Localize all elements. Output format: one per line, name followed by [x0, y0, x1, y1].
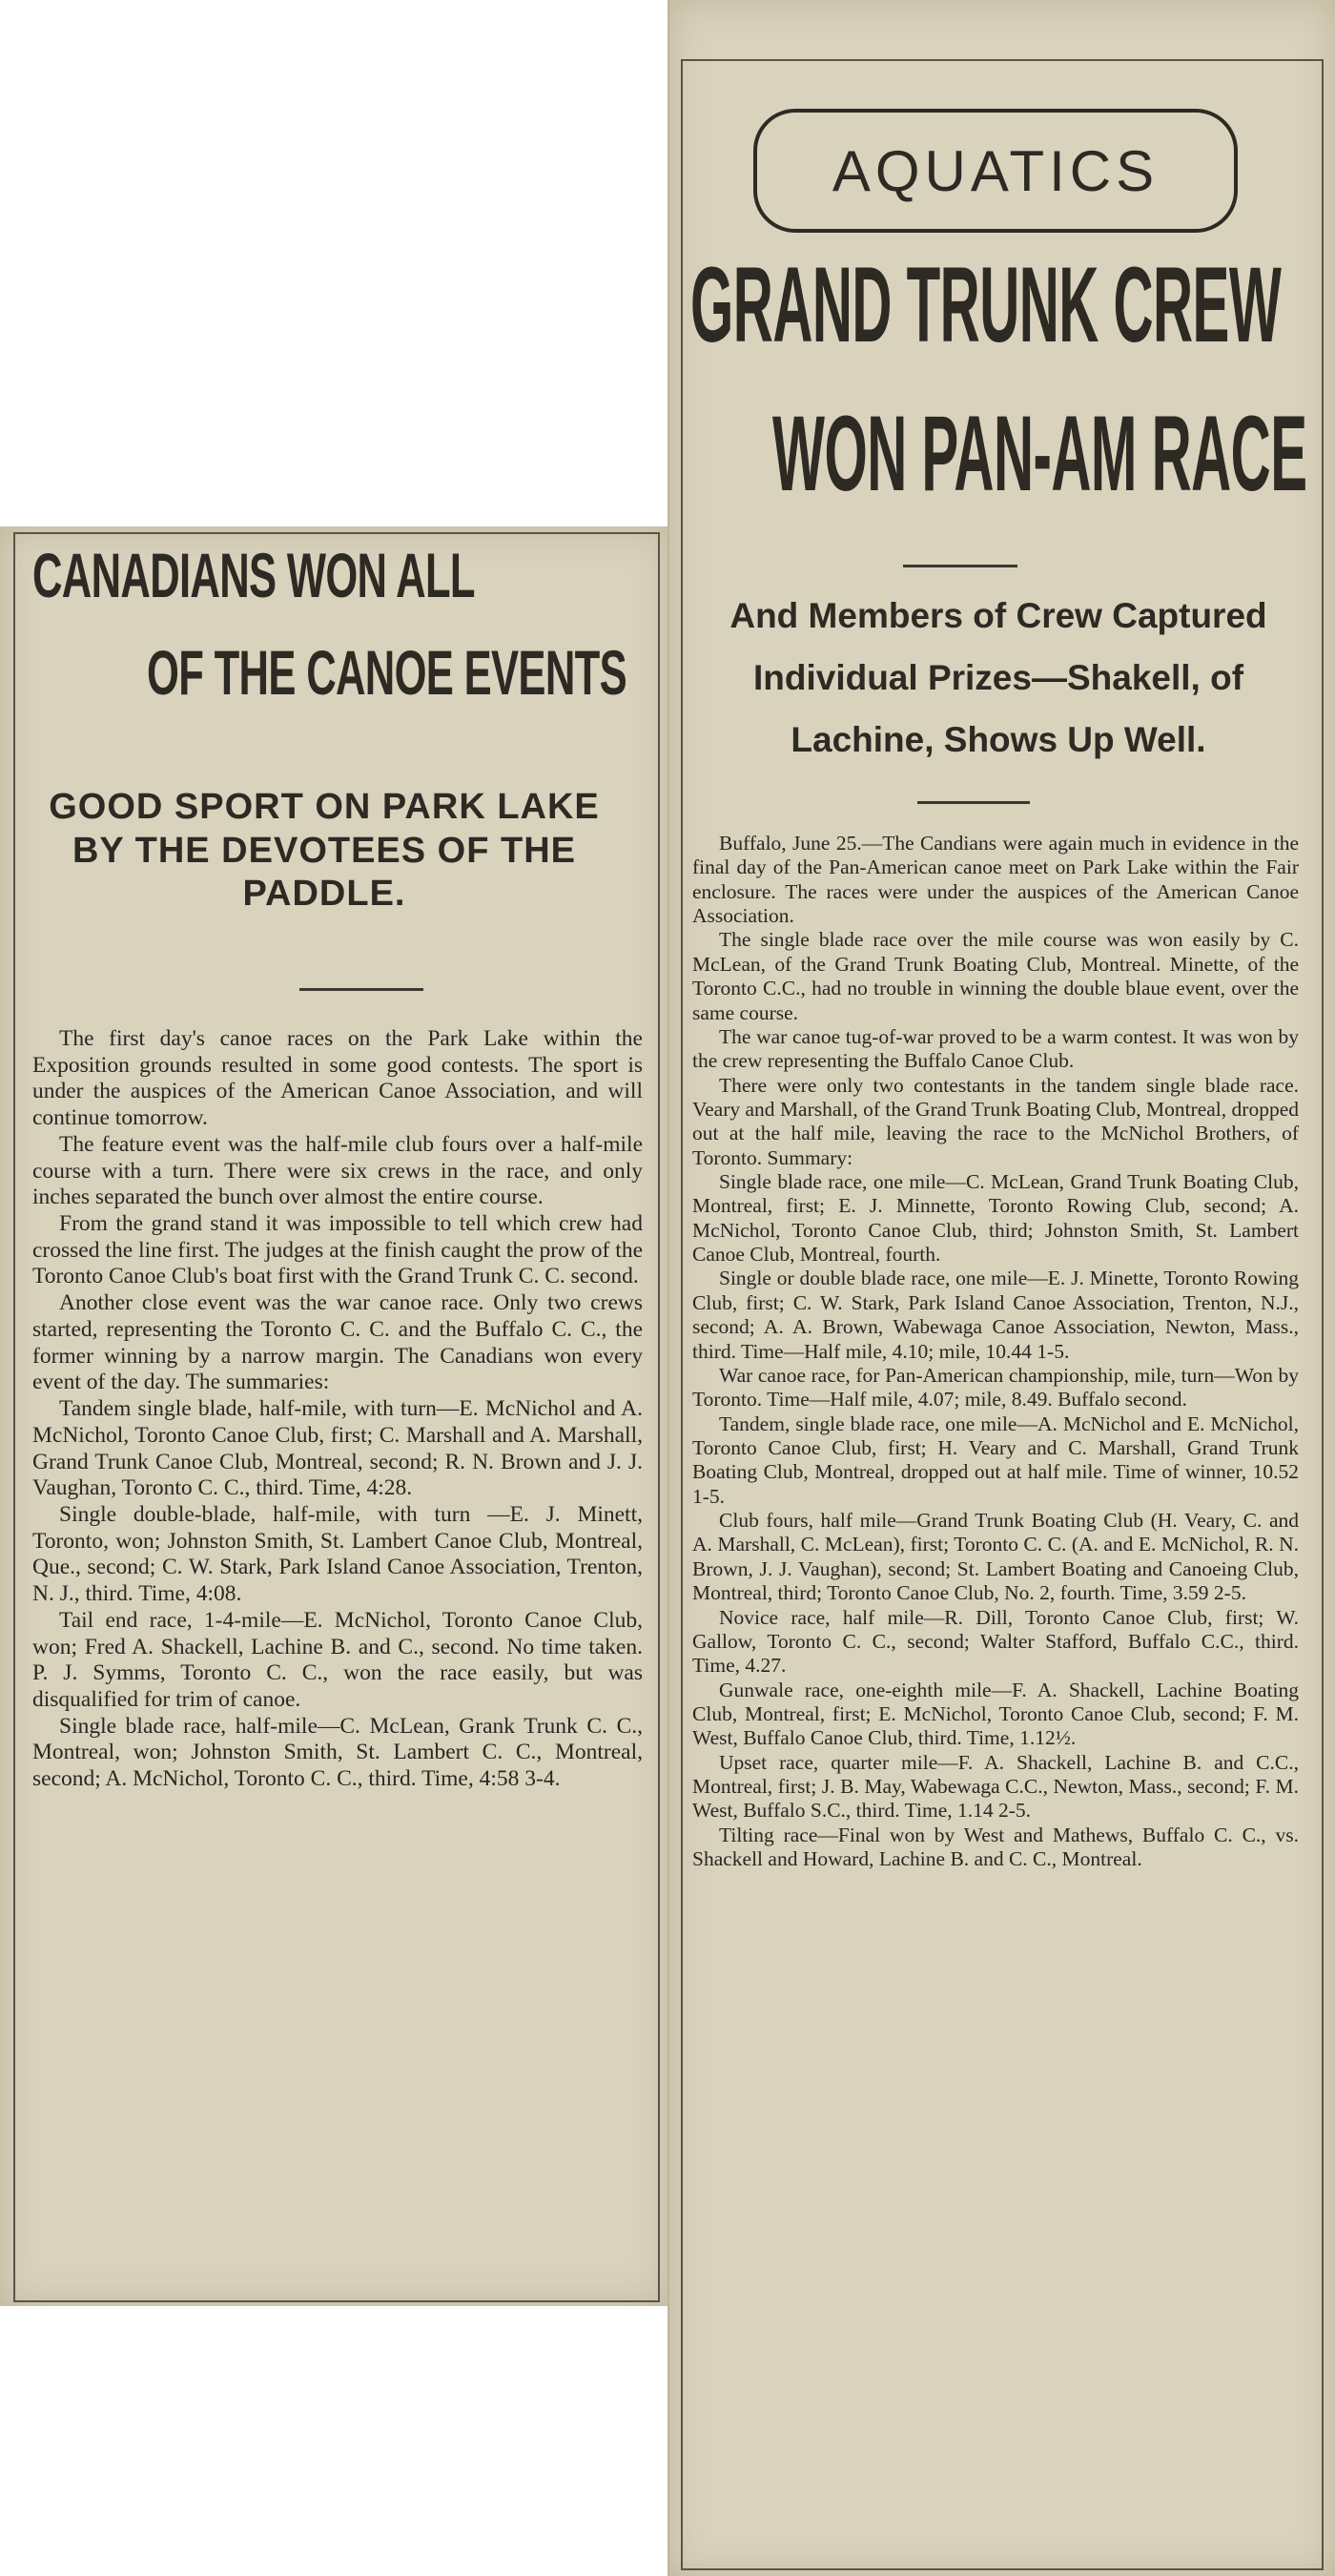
- article-paragraph: Gunwale race, one-eighth mile—F. A. Shackell, Lachine Boating Club, Montreal, first; E. McNichol, Toronto Canoe Club, second; F. M. West, Buffalo Canoe Club, third. Time, 1.12½.: [692, 1678, 1299, 1750]
- left-divider: [299, 988, 423, 991]
- article-paragraph: Single blade race, half-mile—C. McLean, Grank Trunk C. C., Montreal, won; Johnston Smith, St. Lambert C. C., Montreal, second; A. McNichol, Toronto C. C., third. Time, 4:58 3-4.: [32, 1713, 643, 1792]
- section-label: AQUATICS: [832, 138, 1160, 203]
- article-paragraph: Single double-blade, half-mile, with turn —E. J. Minett, Toronto, won; Johnston Smith, St. Lambert Canoe Club, Montreal, Que., second; C. W. Stark, Park Island Canoe Association, Trenton, N. J., third. Time, 4:08.: [32, 1501, 643, 1607]
- article-paragraph: Single or double blade race, one mile—E. J. Minette, Toronto Rowing Club, first; C. W. Stark, Park Island Canoe Association, Trenton, N.J., second; A. A. Brown, Wabewaga Canoe Association, Newton, Mass., third. Time—Half mile, 4.10; mile, 10.44 1-5.: [692, 1267, 1299, 1363]
- left-subheadline: GOOD SPORT ON PARK LAKE BY THE DEVOTEES OF THE PADDLE.: [49, 787, 600, 915]
- right-divider-top: [903, 565, 1017, 567]
- article-paragraph: Tandem single blade, half-mile, with turn—E. McNichol and A. McNichol, Toronto Canoe Club, first; C. Marshall and A. Marshall, Grand Trunk Canoe Club, Montreal, second; R. N. Brown and J. J. Vaughan, Toronto C. C., third. Time, 4:28.: [32, 1396, 643, 1501]
- article-paragraph: Club fours, half mile—Grand Trunk Boating Club (H. Veary, C. and A. Marshall, C. McLean), first; Toronto C. C. (A. and E. McNichol, R. N. Brown, J. J. Vaughan), second; St. Lambert Boating and Canoeing Club, Montreal, third; Toronto Canoe Club, No. 2, fourth. Time, 3.59 2-5.: [692, 1509, 1299, 1605]
- left-article-body: [32, 1026, 643, 1793]
- right-headline-line1: GRAND TRUNK CREW: [690, 245, 1282, 364]
- right-clipping: [668, 0, 1335, 2576]
- left-headline-line1: CANADIANS WON ALL: [32, 540, 475, 610]
- right-divider-bottom: [917, 801, 1030, 804]
- right-article-body: [692, 832, 1299, 1871]
- article-paragraph: War canoe race, for Pan-American championship, mile, turn—Won by Toronto. Time—Half mile, 4.07; mile, 8.49. Buffalo second.: [692, 1363, 1299, 1412]
- article-paragraph: There were only two contestants in the tandem single blade race. Veary and Marshall, of the Grand Trunk Boating Club, Montreal, dropped out at the half mile, leaving the race to the McNichol Brothers, of Toronto. Summary:: [692, 1073, 1299, 1169]
- article-paragraph: Upset race, quarter mile—F. A. Shackell, Lachine B. and C.C., Montreal, first; J. B. May, Wabewaga C.C., Newton, Mass., second; F. M. West, Buffalo S.C., third. Time, 1.14 2-5.: [692, 1750, 1299, 1823]
- article-paragraph: Tilting race—Final won by West and Mathews, Buffalo C. C., vs. Shackell and Howard, Lachine B. and C. C., Montreal.: [692, 1823, 1299, 1871]
- right-headline-line2: WON PAN-AM RACE: [772, 394, 1307, 513]
- article-paragraph: The first day's canoe races on the Park Lake within the Exposition grounds resulted in some good contests. The sport is under the auspices of the American Canoe Association, and will continue tomorrow.: [32, 1026, 643, 1131]
- left-clipping: [0, 526, 669, 2306]
- article-paragraph: Another close event was the war canoe race. Only two crews started, representing the Toronto C. C. and the Buffalo C. C., the former winning by a narrow margin. The Canadians won every event of the day. The summaries:: [32, 1290, 643, 1395]
- article-paragraph: Novice race, half mile—R. Dill, Toronto Canoe Club, first; W. Gallow, Toronto C. C., second; Walter Stafford, Buffalo C.C., third. Time, 4.27.: [692, 1605, 1299, 1678]
- article-paragraph: The single blade race over the mile course was won easily by C. McLean, of the Grand Trunk Boating Club, Montreal. Minette, of the Toronto C.C., had no trouble in winning the double blaue event, over the same course.: [692, 928, 1299, 1024]
- article-paragraph: The feature event was the half-mile club fours over a half-mile course with a turn. There were six crews in the race, and only inches separated the bunch over almost the entire course.: [32, 1131, 643, 1210]
- article-paragraph: From the grand stand it was impossible to tell which crew had crossed the line first. The judges at the finish caught the prow of the Toronto Canoe Club's boat first with the Grand Trunk C. C. second.: [32, 1211, 643, 1289]
- left-headline-line2: OF THE CANOE EVENTS: [147, 637, 626, 708]
- article-paragraph: Tail end race, 1-4-mile—E. McNichol, Toronto Canoe Club, won; Fred A. Shackell, Lachine B. and C., second. No time taken. P. J. Symms, Toronto C. C., won the race easily, but was disqualified for trim of canoe.: [32, 1607, 643, 1712]
- article-paragraph: Buffalo, June 25.—The Candians were again much in evidence in the final day of the Pan-American canoe meet on Park Lake within the Fair enclosure. The races were under the auspices of the American Canoe Association.: [692, 832, 1299, 928]
- article-paragraph: Single blade race, one mile—C. McLean, Grand Trunk Boating Club, Montreal, first; E. J. Minnette, Toronto Rowing Club, second; A. McNichol, Toronto Canoe Club, third; Johnston Smith, St. Lambert Canoe Club, Montreal, fourth.: [692, 1170, 1299, 1267]
- article-paragraph: The war canoe tug-of-war proved to be a warm contest. It was won by the crew representing the Buffalo Canoe Club.: [692, 1024, 1299, 1073]
- right-subheadline: And Members of Crew Captured Individual Prizes—Shakell, of Lachine, Shows Up Well.: [729, 596, 1267, 759]
- section-label-box: [753, 109, 1238, 233]
- article-paragraph: Tandem, single blade race, one mile—A. McNichol and E. McNichol, Toronto Canoe Club, first; H. Veary and C. Marshall, Grand Trunk Boating Club, Montreal, dropped out at half mile. Time of winner, 10.52 1-5.: [692, 1412, 1299, 1508]
